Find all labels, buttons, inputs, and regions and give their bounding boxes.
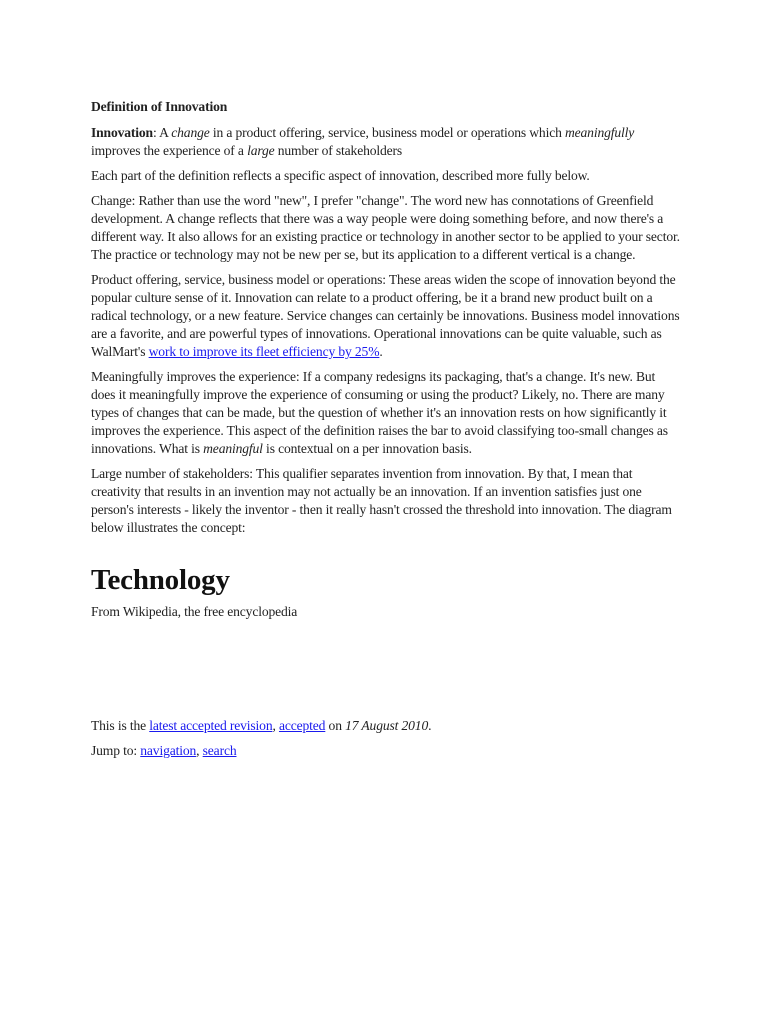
definition-text: in a product offering, service, business model or operations which <box>209 125 565 140</box>
latest-revision-link[interactable]: latest accepted revision <box>149 718 273 733</box>
jump-label: Jump to: <box>91 743 141 758</box>
emphasis-meaningfully: meaningfully <box>564 125 635 140</box>
paragraph-large-number: Large number of stakeholders: This qualifier separates invention from innovation. By that, I mean that creativity that results in an invention may not actually be an innovation. If an invention satisfies just one person's interests - likely the inventor - then it really hasn't crossed the threshold into innovation. The diagram below illustrates the concept: <box>91 466 672 535</box>
definition-term: Innovation <box>91 125 153 140</box>
emphasis-large: large <box>247 143 275 158</box>
walmart-fleet-link[interactable]: work to improve its fleet efficiency by 25% <box>148 344 380 359</box>
revision-text: . <box>428 718 432 733</box>
definition-text: improves the experience of a <box>91 143 248 158</box>
document-page <box>91 98 681 767</box>
paragraph-text: . <box>379 344 383 359</box>
definition-paragraph <box>91 124 681 160</box>
paragraph-change: Change: Rather than use the word "new", I prefer "change". The word new has connotations of Greenfield development. A change reflects that there was a way people were doing something before, and now there's a different way. It also allows for an existing practice or technology in another sector to be applied to your sector. The practice or technology may not be new per se, but its application to a different vertical is a change. <box>91 193 680 262</box>
jump-to-links <box>91 742 681 760</box>
paragraph-product-offering <box>91 271 681 361</box>
paragraph-each-part: Each part of the definition reflects a specific aspect of innovation, described more fully below. <box>91 168 590 183</box>
paragraph-meaningfully <box>91 368 681 458</box>
article-title: Technology <box>91 564 230 596</box>
revision-text: This is the <box>91 718 150 733</box>
revision-date: 17 August 2010 <box>345 718 429 733</box>
jump-separator: , <box>196 743 203 758</box>
accepted-link[interactable]: accepted <box>278 718 326 733</box>
navigation-link[interactable]: navigation <box>140 743 197 758</box>
emphasis-change: change <box>171 125 210 140</box>
revision-text: on <box>325 718 346 733</box>
search-link[interactable]: search <box>202 743 237 758</box>
article-subtitle: From Wikipedia, the free encyclopedia <box>91 604 298 619</box>
paragraph-text: Meaningfully improves the experience: If a company redesigns its packaging, that's a change. It's new. But does it meaningfully improve the experience of consuming or using the product? Likely, no. There are many types of changes that can be made, but the question of whether it's an innovation rests on how significantly it improves the experience. This aspect of the definition raises the bar to avoid classifying too-small changes as innovations. What is <box>91 369 668 456</box>
definition-text: number of stakeholders <box>274 143 403 158</box>
revision-text: , <box>272 718 279 733</box>
paragraph-text: Product offering, service, business model or operations: These areas widen the scope of innovation beyond the popular culture sense of it. Innovation can relate to a product offering, be it a brand new product built on a radical technology, or a new feature. Service changes can certainly be innovations. Business model innovations are a favorite, and are powerful types of innovations. Operational innovations can be quite valuable, such as WalMart's <box>91 272 680 359</box>
definition-text: : A <box>152 125 172 140</box>
emphasis-meaningful: meaningful <box>203 441 263 456</box>
section-heading: Definition of Innovation <box>91 99 228 114</box>
paragraph-text: is contextual on a per innovation basis. <box>262 441 472 456</box>
revision-notice <box>91 717 681 735</box>
